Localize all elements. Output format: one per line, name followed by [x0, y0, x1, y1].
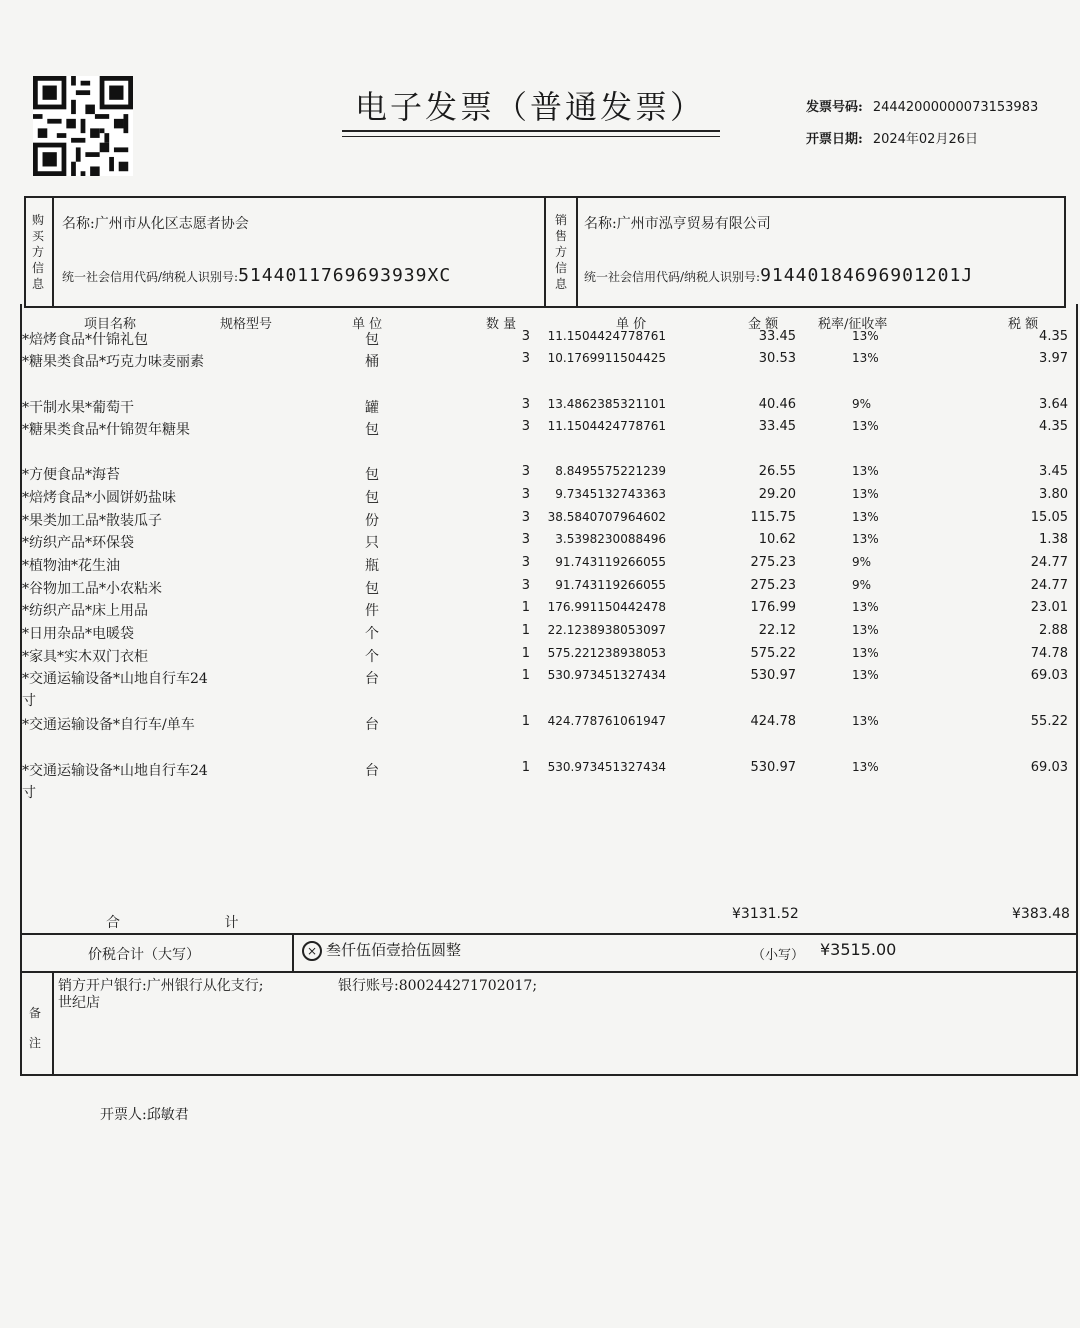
- item-qty: 1: [521, 623, 530, 638]
- item-rate: 9%: [852, 578, 872, 592]
- grand-total-label: 价税合计（大写）: [88, 947, 200, 963]
- col-name: 项目名称: [84, 317, 137, 332]
- item-unit: 只: [365, 535, 379, 551]
- line-item: [0, 419, 1080, 441]
- item-tax: 24.77: [1030, 578, 1068, 593]
- item-unit: 包: [365, 490, 379, 506]
- item-name: *交通运输设备*自行车/单车: [22, 717, 195, 733]
- item-rate: 13%: [852, 646, 879, 660]
- item-amount: 275.23: [750, 555, 796, 570]
- item-rate: 13%: [852, 600, 879, 614]
- item-rate: 13%: [852, 532, 879, 546]
- buyer-name: 广州市从化区志愿者协会: [94, 216, 249, 232]
- item-unit: 包: [365, 467, 379, 483]
- grand-total-words-row: [302, 939, 461, 961]
- item-amount: 575.22: [750, 646, 796, 661]
- buyer-side-divider: [52, 196, 54, 306]
- item-unit: 包: [365, 422, 379, 438]
- invoice-title: 电子发票（普通发票）: [354, 88, 705, 126]
- item-price: 9.7345132743363: [555, 487, 666, 501]
- account-label: 银行账号:: [338, 978, 399, 994]
- remarks-top-line: [20, 971, 1076, 973]
- item-tax: 3.97: [1039, 351, 1068, 366]
- item-unit: 罐: [365, 400, 379, 416]
- buyer-side-label: 购买方信息: [31, 213, 44, 291]
- item-rate: 13%: [852, 464, 879, 478]
- item-price: 91.743119266055: [555, 555, 666, 569]
- item-qty: 1: [521, 760, 530, 775]
- item-rate: 13%: [852, 419, 879, 433]
- item-name: *方便食品*海苔: [22, 467, 120, 483]
- item-tax: 3.80: [1039, 487, 1068, 502]
- item-qty: 3: [521, 555, 530, 570]
- item-tax: 24.77: [1030, 555, 1068, 570]
- item-qty: 3: [521, 464, 530, 479]
- item-amount: 424.78: [750, 714, 796, 729]
- qr-code: [30, 76, 136, 176]
- total-label: 合 计: [106, 915, 289, 931]
- item-name: *干制水果*葡萄干: [22, 400, 134, 416]
- item-price: 424.778761061947: [547, 714, 666, 728]
- item-tax: 2.88: [1039, 623, 1068, 638]
- item-unit: 瓶: [365, 558, 379, 574]
- item-rate: 13%: [852, 510, 879, 524]
- item-qty: 1: [521, 600, 530, 615]
- line-item: [0, 600, 1080, 622]
- item-unit: 台: [365, 763, 379, 779]
- item-qty: 3: [521, 419, 530, 434]
- item-qty: 1: [521, 714, 530, 729]
- item-price: 3.5398230088496: [555, 532, 666, 546]
- item-tax: 4.35: [1039, 329, 1068, 344]
- item-name: *纺织产品*环保袋: [22, 535, 134, 551]
- item-unit: 台: [365, 717, 379, 733]
- item-unit: 个: [365, 649, 379, 665]
- item-tax: 23.01: [1030, 600, 1068, 615]
- seller-name-row: [584, 213, 771, 233]
- grand-total-small-label: （小写）: [752, 948, 805, 963]
- item-price: 176.991150442478: [547, 600, 666, 614]
- col-unit: 单 位: [352, 317, 383, 332]
- item-tax: 69.03: [1030, 668, 1068, 683]
- buyer-code: 514401176969393​9XC: [238, 265, 452, 286]
- seller-code-row: [584, 265, 973, 286]
- item-qty: 3: [521, 510, 530, 525]
- buyer-code-label: 统一社会信用代码/纳税人识别号:: [62, 270, 239, 284]
- item-rate: 13%: [852, 351, 879, 365]
- item-rate: 13%: [852, 623, 879, 637]
- item-name: *果类加工品*散装瓜子: [22, 513, 162, 529]
- item-rate: 13%: [852, 668, 879, 682]
- item-price: 10.1769911504425: [547, 351, 666, 365]
- item-unit: 包: [365, 332, 379, 348]
- buyer-code-row: [62, 265, 451, 286]
- line-item: [0, 510, 1080, 532]
- line-item: [0, 760, 1080, 801]
- item-unit: 件: [365, 603, 379, 619]
- remarks-branch: 世纪店: [58, 995, 100, 1011]
- cross-circle-icon: ×: [302, 941, 322, 961]
- party-middle-divider: [544, 196, 546, 306]
- item-rate: 13%: [852, 329, 879, 343]
- item-name: *交通运输设备*山地自行车24寸: [22, 671, 208, 709]
- invoice-number-label: 发票号码:: [806, 100, 863, 115]
- seller-code-label: 统一社会信用代码/纳税人识别号:: [584, 270, 761, 284]
- item-name: *家具*实木双门衣柜: [22, 649, 148, 665]
- item-unit: 包: [365, 581, 379, 597]
- line-item: [0, 578, 1080, 600]
- buyer-name-label: 名称:: [62, 216, 95, 232]
- line-item: [0, 668, 1080, 709]
- item-unit: 台: [365, 671, 379, 687]
- item-price: 22.1238938053097: [547, 623, 666, 637]
- line-item: [0, 532, 1080, 554]
- invoice-date-row: [806, 128, 978, 147]
- line-item: [0, 714, 1080, 736]
- item-name: *植物油*花生油: [22, 558, 120, 574]
- item-amount: 26.55: [758, 464, 796, 479]
- item-name: *谷物加工品*小农粘米: [22, 581, 162, 597]
- remarks-side-divider: [52, 971, 54, 1075]
- item-amount: 33.45: [758, 419, 796, 434]
- bank-name: 广州银行从化支行;: [146, 978, 264, 994]
- item-amount: 530.97: [750, 668, 796, 683]
- remarks-account-row: [338, 975, 537, 995]
- issuer-label: 开票人:: [100, 1107, 147, 1123]
- bank-label: 销方开户银行:: [58, 978, 147, 994]
- item-tax: 69.03: [1030, 760, 1068, 775]
- seller-name: 广州市泓亨贸易有限公司: [616, 216, 771, 232]
- item-name: *焙烤食品*什锦礼包: [22, 332, 148, 348]
- item-amount: 176.99: [750, 600, 796, 615]
- item-name: *糖果类食品*巧克力味麦丽素: [22, 354, 204, 370]
- seller-side-divider: [576, 196, 578, 306]
- seller-side-label: 销售方信息: [554, 213, 567, 291]
- item-price: 91.743119266055: [555, 578, 666, 592]
- invoice-date: 2024年02月26日: [872, 132, 978, 147]
- item-name: *糖果类食品*什锦贺年糖果: [22, 422, 190, 438]
- item-price: 11.1504424778761: [547, 419, 666, 433]
- col-amount: 金 额: [748, 317, 779, 332]
- item-qty: 3: [521, 487, 530, 502]
- item-qty: 3: [521, 351, 530, 366]
- item-amount: 29.20: [758, 487, 796, 502]
- item-tax: 74.78: [1030, 646, 1068, 661]
- item-tax: 1.38: [1039, 532, 1068, 547]
- item-name: *纺织产品*床上用品: [22, 603, 148, 619]
- item-rate: 9%: [852, 555, 872, 569]
- item-price: 38.5840707964602: [547, 510, 666, 524]
- item-price: 530.973451327434: [547, 668, 666, 682]
- line-item: [0, 646, 1080, 668]
- item-qty: 1: [521, 646, 530, 661]
- total-tax: ¥383.48: [1012, 906, 1070, 922]
- item-qty: 3: [521, 532, 530, 547]
- item-name: *日用杂品*电暖袋: [22, 626, 134, 642]
- line-item: [0, 623, 1080, 645]
- line-item: [0, 329, 1080, 351]
- line-item: [0, 397, 1080, 419]
- invoice-date-label: 开票日期:: [806, 132, 863, 147]
- seller-code: 91440184696901201J: [760, 265, 974, 286]
- item-qty: 1: [521, 668, 530, 683]
- item-price: 530.973451327434: [547, 760, 666, 774]
- buyer-name-row: [62, 213, 249, 233]
- item-price: 575.221238938053: [547, 646, 666, 660]
- item-qty: 3: [521, 397, 530, 412]
- issuer-row: [100, 1104, 189, 1124]
- item-name: *焙烤食品*小圆饼奶盐味: [22, 490, 176, 506]
- item-qty: 3: [521, 578, 530, 593]
- item-amount: 10.62: [758, 532, 796, 547]
- col-spec: 规格型号: [220, 317, 273, 332]
- title-underline: [342, 130, 720, 132]
- item-rate: 13%: [852, 487, 879, 501]
- item-unit: 桶: [365, 354, 379, 370]
- line-item: [0, 555, 1080, 577]
- item-unit: 份: [365, 513, 379, 529]
- col-rate: 税率/征收率: [818, 317, 888, 332]
- item-qty: 3: [521, 329, 530, 344]
- account-number: 800244271702017;: [398, 978, 538, 994]
- item-amount: 40.46: [758, 397, 796, 412]
- item-tax: 3.45: [1039, 464, 1068, 479]
- col-qty: 数 量: [486, 317, 517, 332]
- grand-total-divider: [292, 933, 294, 971]
- item-name: *交通运输设备*山地自行车24寸: [22, 763, 208, 801]
- item-price: 11.1504424778761: [547, 329, 666, 343]
- col-tax: 税 额: [1008, 317, 1039, 332]
- item-tax: 3.64: [1039, 397, 1068, 412]
- issuer-name: 邱敏君: [146, 1107, 189, 1123]
- item-amount: 530.97: [750, 760, 796, 775]
- total-amount: ¥3131.52: [732, 906, 799, 922]
- grand-total-top-line: [20, 933, 1076, 935]
- remarks-side-label: 备注: [28, 1006, 41, 1050]
- item-amount: 22.12: [758, 623, 796, 638]
- item-price: 8.8495575221239: [555, 464, 666, 478]
- item-amount: 115.75: [750, 510, 796, 525]
- line-item: [0, 351, 1080, 373]
- item-unit: 个: [365, 626, 379, 642]
- item-price: 13.4862385321101: [547, 397, 666, 411]
- title-underline-thin: [342, 136, 720, 137]
- item-amount: 33.45: [758, 329, 796, 344]
- grand-total-words: 叁仟伍佰壹拾伍圆整: [326, 941, 462, 959]
- line-item: [0, 487, 1080, 509]
- item-tax: 4.35: [1039, 419, 1068, 434]
- item-rate: 9%: [852, 397, 872, 411]
- item-amount: 275.23: [750, 578, 796, 593]
- item-rate: 13%: [852, 714, 879, 728]
- item-tax: 55.22: [1030, 714, 1068, 729]
- item-rate: 13%: [852, 760, 879, 774]
- col-price: 单 价: [616, 317, 647, 332]
- item-tax: 15.05: [1030, 510, 1068, 525]
- invoice-number: 24442000000073153983: [872, 100, 1039, 115]
- grand-total-small-value: ¥3515.00: [820, 940, 897, 959]
- invoice-number-row: [806, 96, 1038, 115]
- item-amount: 30.53: [758, 351, 796, 366]
- seller-name-label: 名称:: [584, 216, 617, 232]
- line-item: [0, 464, 1080, 486]
